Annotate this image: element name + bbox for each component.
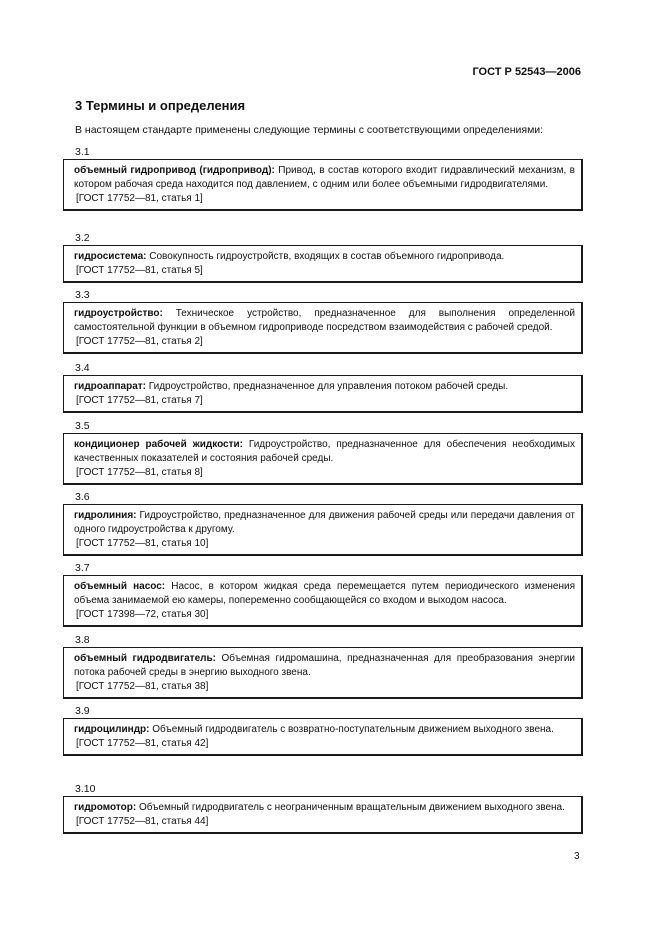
term-definition [74,509,575,537]
term-box [63,375,583,413]
term-name: гидроцилиндр: [74,724,150,735]
term-text: Совокупность гидроустройств, входящих в состав объемного гидропривода. [146,251,505,262]
term-reference: [ГОСТ 17752—81, статья 1] [76,193,203,204]
term-entry-3-7 [63,561,583,627]
term-box [63,575,583,627]
term-reference: [ГОСТ 17752—81, статья 5] [76,265,203,276]
term-number: 3.2 [75,232,90,244]
term-reference: [ГОСТ 17752—81, статья 44] [76,816,209,827]
term-definition [74,250,575,264]
term-text: Объемный гидродвигатель с неограниченным вращательным движением выходного звена. [136,802,565,813]
term-box [63,504,583,556]
term-name: гидромотор: [74,802,137,813]
term-definition [74,438,575,466]
term-name: кондиционер рабочей жидкости: [74,439,243,450]
term-entry-3-10 [63,782,583,834]
term-box [63,647,583,699]
term-text: Насос, в котором жидкая среда перемещается путем периодического изменения объема занимаемой ею камеры, попеременно сообщающейся со входом и выходом насоса. [74,581,575,606]
term-text: Привод, в состав которого входит гидравлический механизм, в котором рабочая среда находится под давлением, с одним или более объемными гидродвигателями. [74,165,575,190]
term-text: Объемный гидродвигатель с возвратно-поступательным движением выходного звена. [149,724,554,735]
term-text: Гидроустройство, предназначенное для обеспечения необходимых качественных показателей и состояния рабочей среды. [74,439,575,464]
term-entry-3-8 [63,633,583,699]
term-number: 3.5 [75,420,90,432]
term-reference: [ГОСТ 17752—81, статья 38] [76,681,209,692]
term-definition [74,652,575,680]
section-title: 3 Термины и определения [75,98,246,113]
term-entry-3-2 [63,231,583,283]
document-id: ГОСТ Р 52543—2006 [472,66,581,78]
term-entry-3-3 [63,288,583,354]
term-entry-3-5 [63,419,583,485]
term-name: гидролиния: [74,510,137,521]
term-reference: [ГОСТ 17752—81, статья 7] [76,395,203,406]
term-text: Техническое устройство, предназначенное для выполнения определенной самостоятельной функции в объемном гидроприводе посредством взаимодействия с рабочей средой. [74,308,575,333]
term-entry-3-6 [63,490,583,556]
term-name: гидросистема: [74,251,147,262]
term-number: 3.10 [75,783,96,795]
term-reference: [ГОСТ 17752—81, статья 2] [76,336,203,347]
term-box [63,245,583,283]
term-number: 3.4 [75,362,90,374]
term-number: 3.9 [75,705,90,717]
term-number: 3.1 [75,146,90,158]
term-reference: [ГОСТ 17398—72, статья 30] [76,609,209,620]
page-number: 3 [574,851,580,862]
term-text: Объемная гидромашина, предназначенная для преобразования энергии потока рабочей среды в энергию выходного звена. [74,653,575,678]
term-box [63,796,583,834]
term-entry-3-9 [63,704,583,756]
term-number: 3.8 [75,634,90,646]
term-number: 3.7 [75,562,90,574]
term-box [63,718,583,756]
section-intro: В настоящем стандарте применены следующие термины с соответствующими определениями: [75,124,544,136]
term-number: 3.6 [75,491,90,503]
term-reference: [ГОСТ 17752—81, статья 10] [76,538,209,549]
term-text: Гидроустройство, предназначенное для управления потоком рабочей среды. [145,381,509,392]
term-definition [74,380,575,394]
term-name: объемный насос: [74,581,166,592]
term-name: объемный гидропривод (гидропривод): [74,165,275,176]
term-definition [74,801,575,815]
term-name: гидроустройство: [74,308,163,319]
term-entry-3-1 [63,145,583,211]
term-box [63,302,583,354]
term-number: 3.3 [75,289,90,301]
term-definition [74,580,575,608]
term-entry-3-4 [63,361,583,413]
term-definition [74,723,575,737]
term-box [63,433,583,485]
term-definition [74,307,575,335]
term-definition [74,164,575,192]
term-reference: [ГОСТ 17752—81, статья 8] [76,467,203,478]
term-name: гидроаппарат: [74,381,146,392]
term-reference: [ГОСТ 17752—81, статья 42] [76,738,209,749]
term-text: Гидроустройство, предназначенное для движения рабочей среды или передачи давления от одного гидроустройства к другому. [74,510,575,535]
term-name: объемный гидродвигатель: [74,653,216,664]
term-box [63,159,583,211]
